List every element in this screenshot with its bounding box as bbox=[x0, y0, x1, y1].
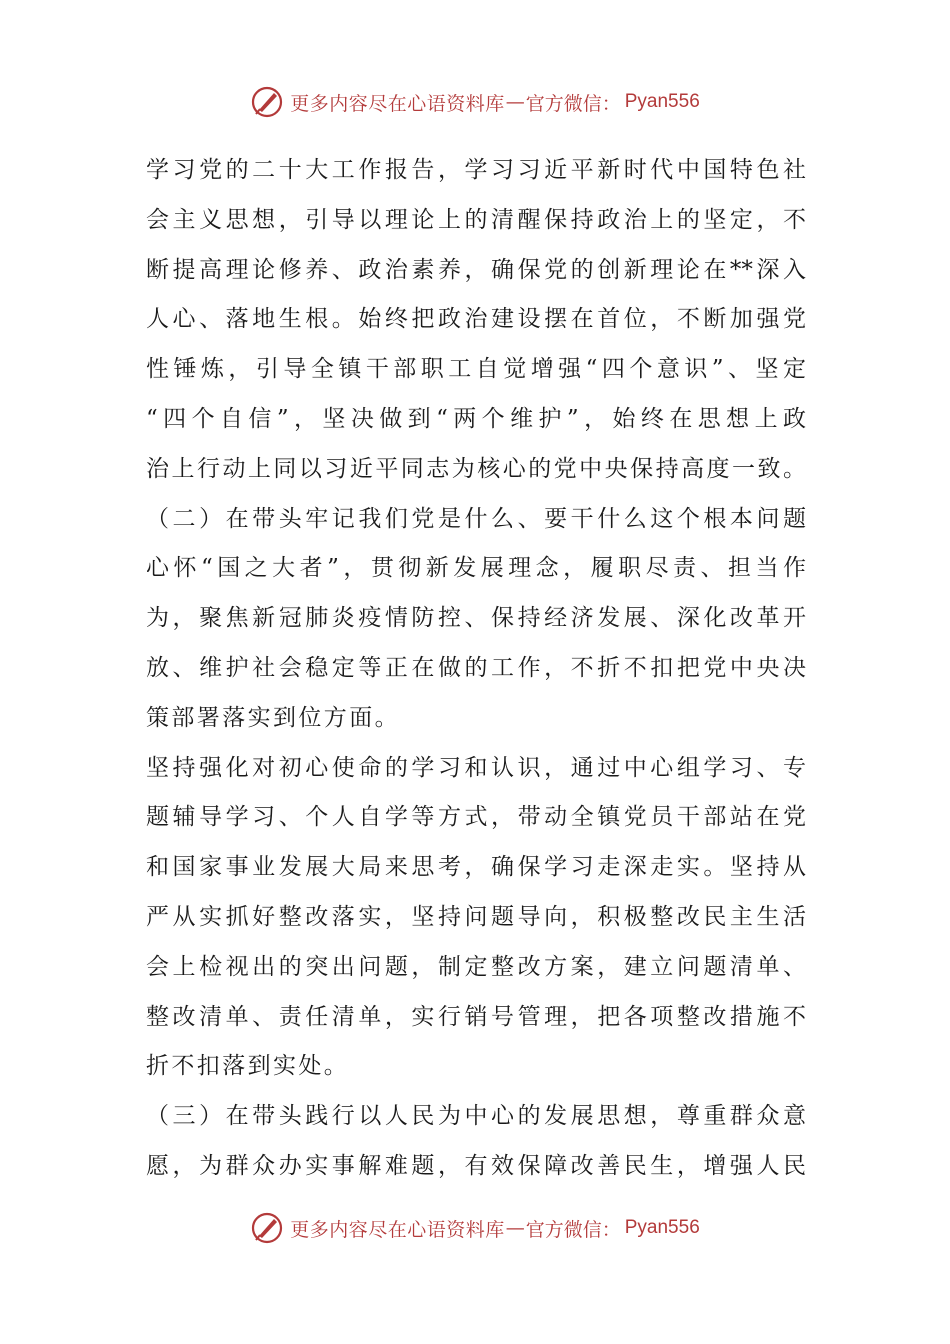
quill-logo-icon bbox=[250, 1211, 284, 1245]
header-wechat-id: Pyan556 bbox=[624, 91, 700, 112]
text-line-16: 严从实抓好整改落实，坚持问题导向，积极整改民主生活 bbox=[146, 903, 806, 930]
header-banner-dash: — bbox=[505, 91, 525, 113]
header-watermark bbox=[0, 82, 950, 122]
text-line-4: 人心、落地生根。始终把政治建设摆在首位，不断加强党 bbox=[146, 306, 806, 333]
text-line-5: 性锤炼，引导全镇干部职工自觉增强“四个意识”、坚定 bbox=[146, 356, 806, 383]
text-line-18: 整改清单、责任清单，实行销号管理，把各项整改措施不 bbox=[146, 1003, 806, 1030]
footer-wechat-id: Pyan556 bbox=[624, 1217, 700, 1238]
text-line-6: “四个自信”，坚决做到“两个维护”，始终在思想上政 bbox=[146, 405, 806, 432]
text-line-13: 坚持强化对初心使命的学习和认识，通过中心组学习、专 bbox=[146, 754, 806, 781]
text-line-9: 心怀“国之大者”，贯彻新发展理念，履职尽责、担当作 bbox=[146, 555, 806, 582]
text-line-12: 策部署落实到位方面。 bbox=[146, 704, 400, 731]
quill-logo-icon bbox=[250, 85, 284, 119]
header-wechat-label: 官方微信： bbox=[525, 92, 621, 115]
text-line-19: 折不扣落到实处。 bbox=[146, 1053, 350, 1080]
section-heading-3: （三）在带头践行以人民为中心的发展思想，尊重群众意 bbox=[146, 1103, 806, 1130]
text-line-2: 会主义思想，引导以理论上的清醒保持政治上的坚定，不 bbox=[146, 206, 806, 233]
text-line-11: 放、维护社会稳定等正在做的工作，不折不扣把党中央决 bbox=[146, 654, 806, 681]
text-line-1: 学习党的二十大工作报告，学习习近平新时代中国特色社 bbox=[146, 157, 806, 183]
header-banner-text: 更多内容尽在心语资料库 bbox=[290, 92, 505, 115]
text-line-14: 题辅导学习、个人自学等方式，带动全镇党员干部站在党 bbox=[146, 804, 806, 831]
footer-wechat-label: 官方微信： bbox=[525, 1218, 621, 1241]
footer-banner-dash: — bbox=[505, 1217, 525, 1239]
text-line-15: 和国家事业发展大局来思考，确保学习走深走实。坚持从 bbox=[146, 854, 806, 881]
text-line-10: 为，聚焦新冠肺炎疫情防控、保持经济发展、深化改革开 bbox=[146, 605, 806, 632]
footer-watermark bbox=[0, 1208, 950, 1248]
document-body bbox=[146, 146, 806, 1192]
text-line-21: 愿，为群众办实事解难题，有效保障改善民生，增强人民 bbox=[146, 1152, 806, 1179]
text-line-7: 治上行动上同以习近平同志为核心的党中央保持高度一致。 bbox=[146, 455, 806, 482]
text-line-17: 会上检视出的突出问题，制定整改方案，建立问题清单、 bbox=[146, 953, 806, 980]
section-heading-2: （二）在带头牢记我们党是什么、要干什么这个根本问题 bbox=[146, 505, 806, 532]
footer-banner-text: 更多内容尽在心语资料库 bbox=[290, 1218, 505, 1241]
text-line-3: 断提高理论修养、政治素养，确保党的创新理论在**深入 bbox=[146, 256, 806, 283]
